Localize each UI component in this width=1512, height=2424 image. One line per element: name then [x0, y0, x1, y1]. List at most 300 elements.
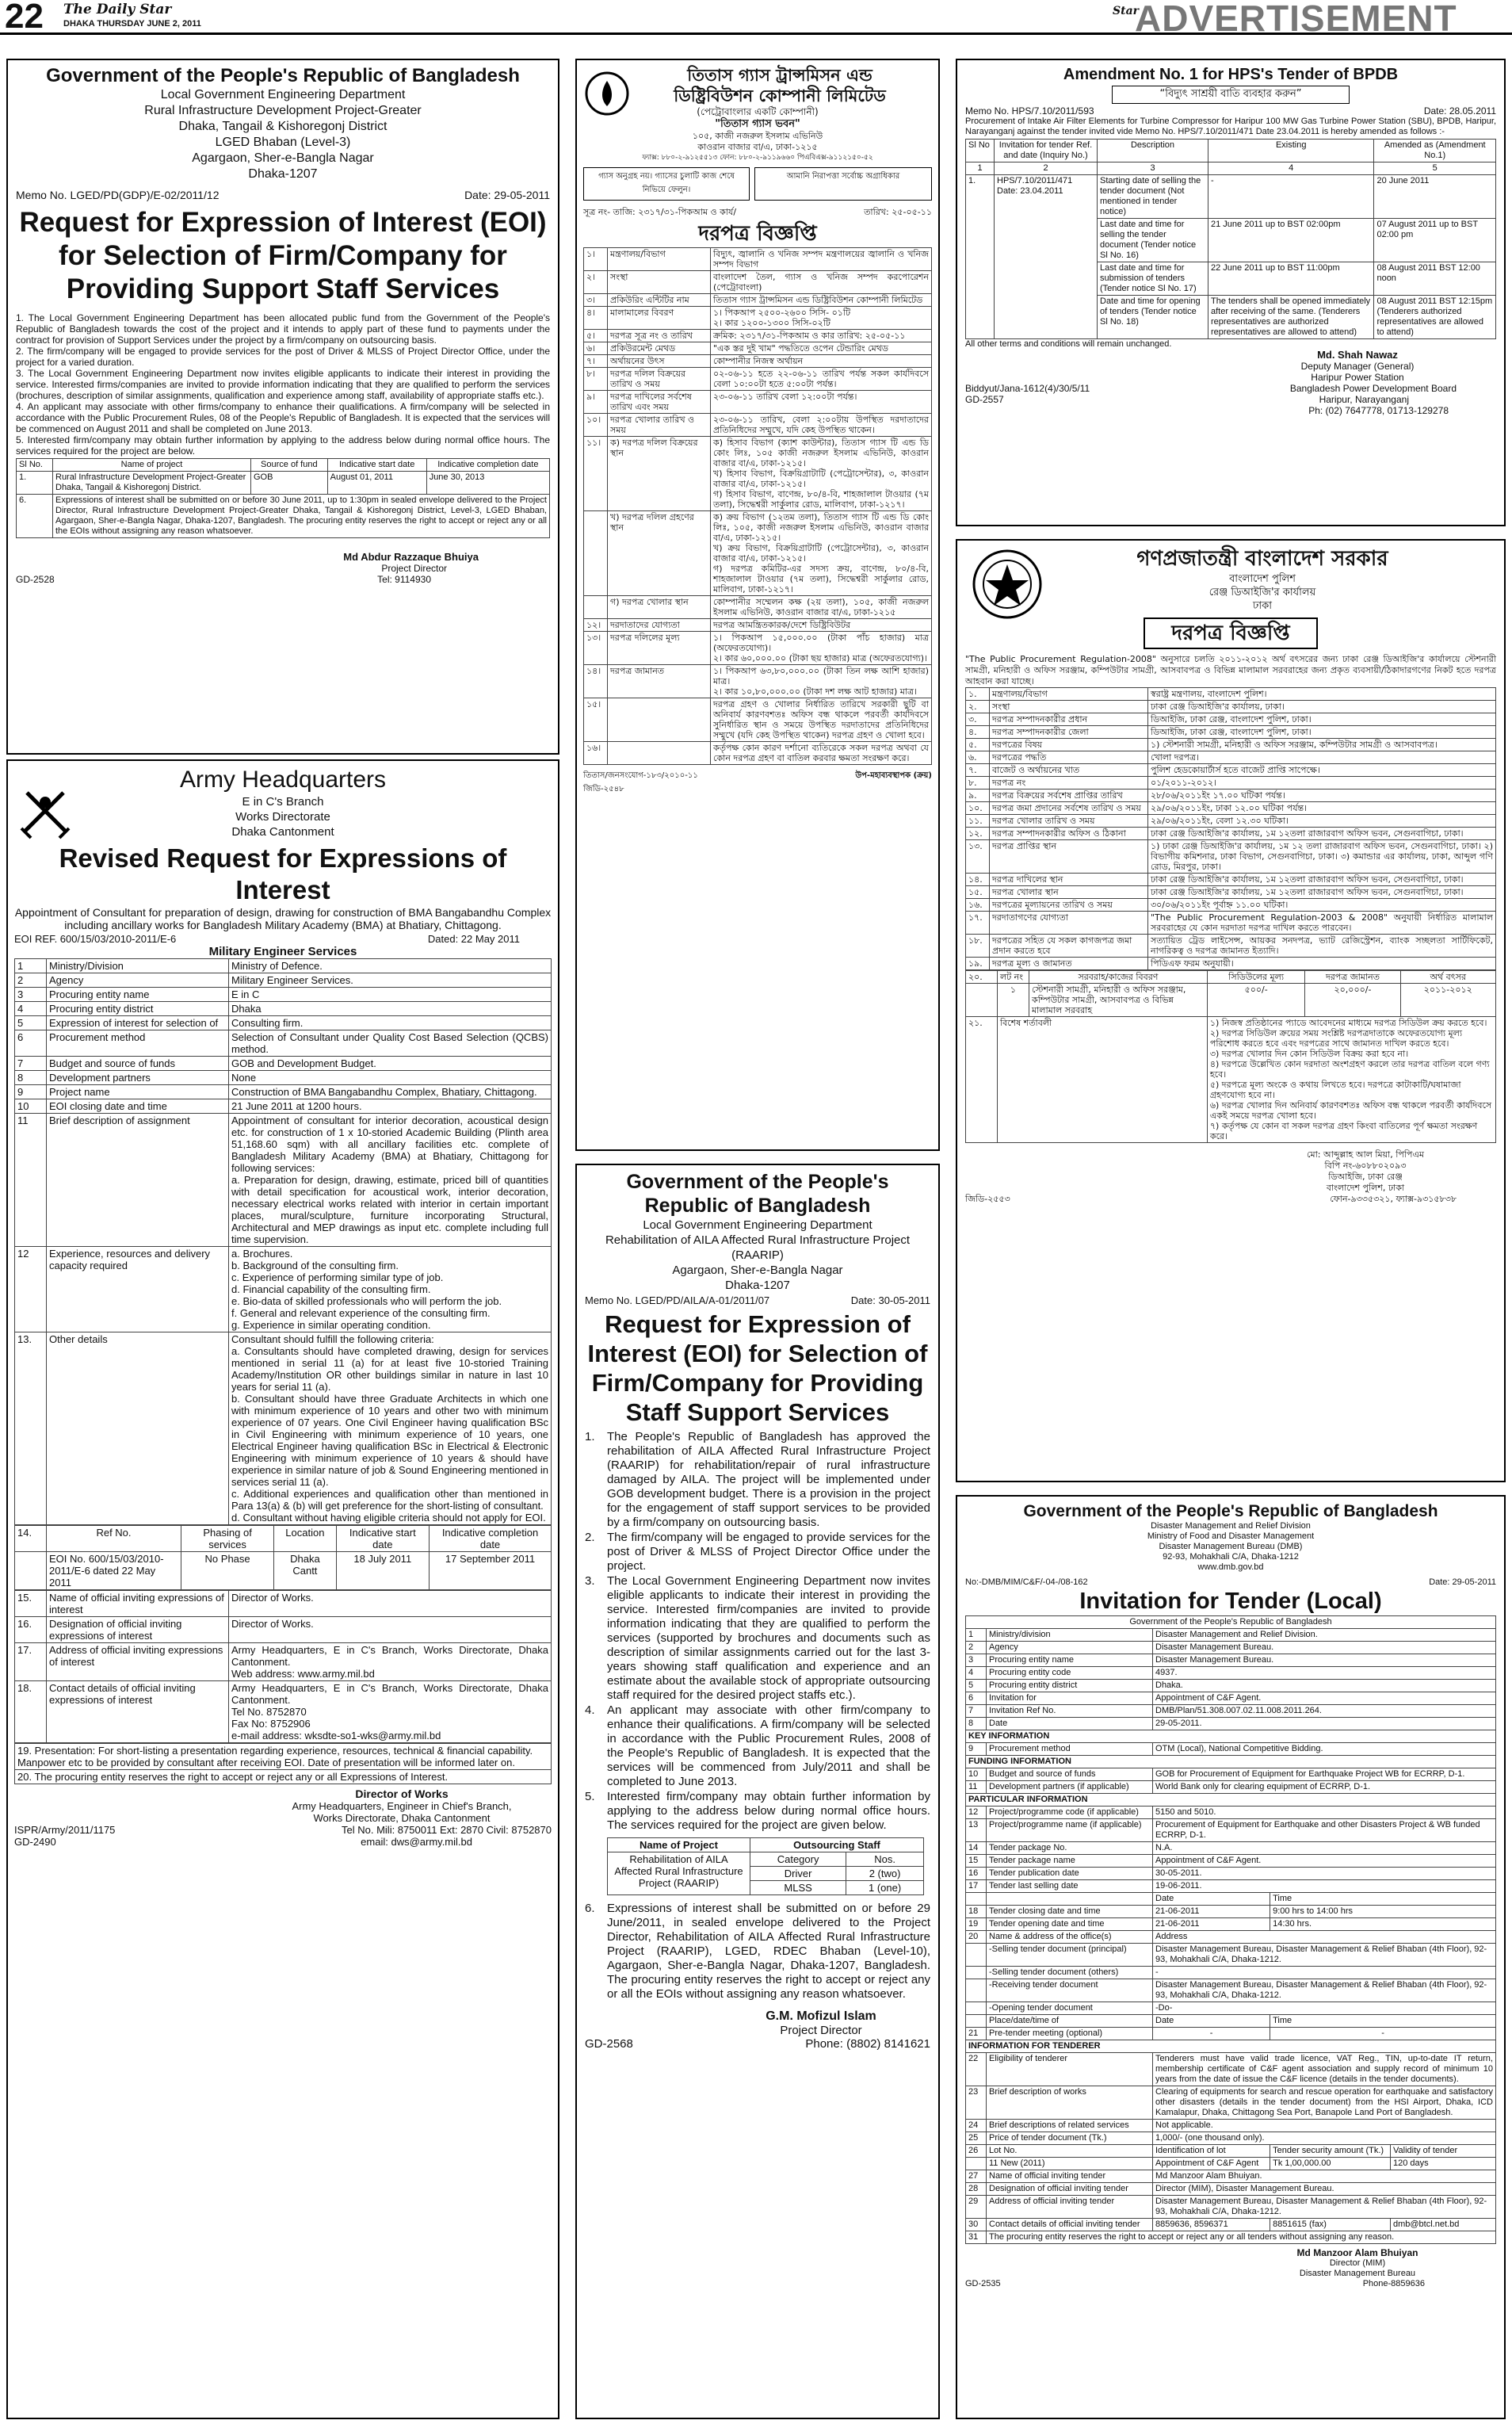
table-cell: 2 [15, 973, 47, 988]
table-cell: Construction of BMA Bangabandhu Complex, Bhatiary, Chittagong. [229, 1085, 552, 1099]
table-cell [584, 511, 608, 596]
table-cell: 18 July 2011 [336, 1552, 429, 1590]
table-cell: ৩. [966, 713, 990, 726]
gd-number: GD-2557 [965, 394, 1004, 405]
table-cell: 16. [15, 1617, 47, 1643]
table-cell: 8 [966, 1718, 987, 1730]
table-cell: 15. [15, 1591, 47, 1617]
table-cell: 21 June 2011 up to BST 02:00pm [1208, 219, 1374, 262]
table-cell: প্রকিউরিং এন্টিটির নাম [608, 294, 711, 307]
table-cell: ১৬। [584, 742, 608, 765]
table-cell: Consultant should fulfill the following criteria: a. Consultants should have completed drawing, design for services mentioned in serial 11 (a) for at least five 10-storied Training Academy/Institution OR other buildings similar in nature in last 10 years for serial 11 (a). b. Consultant should have three Graduate Architects in which one with minimum experience of 10 years and other two with minimum experience of 07 years. One Civil Engineer having qualification BSc in Civil Engineering with minimum experience of 10 years, one Electrical Engineer having qualification BSc in Electrical & Electronic Engineering with minimum experience of 10 years & should have experience in similar nature of job & Sound Engineering mentioned in services serial 11 (a). c. Additional experiences and qualification other than mentioned in Para 13(a) & (b) will get preference for the short-listing of consultant. d. Consultant without having eligible criteria should not apply for EOI. [229, 1332, 552, 1525]
table-cell: Tender package No. [987, 1842, 1153, 1855]
table-cell: a. Brochures. b. Background of the consulting firm. c. Experience of performing similar type of job. d. Financial capability of the consulting firm. e. Bio-data of skilled professionals who will perform the job. f. General and relevant experience of the consulting firm. g. Experience in similar operating condition. [229, 1247, 552, 1332]
eoi-items [585, 1430, 930, 1833]
ad-heading: Army Headquarters [179, 767, 387, 793]
table-cell: ১৩. [966, 840, 990, 874]
table-cell: স্টেশনারী সামগ্রী, মনিহারী ও অফিস সরঞ্জাম, কম্পিউটার সামগ্রী, আসবাবপত্র ও বিভিন্ন মালামাল সরবরাহ [1029, 984, 1208, 1017]
gd-number: জিডি-২৫৫৩ [965, 1194, 1010, 1204]
table-cell: দরপত্রের মূল্যায়নের তারিখ ও সময় [990, 899, 1148, 912]
table-cell: ১। পিকআপ ১৫,০০০.০০ (টাকা পাঁচ হাজার) মাত্র (অফেরতযোগ্য)। ২। কার ৬০,০০০.০০ (টাকা ছয় হাজার) মাত্র (অফেরতযোগ্য)। [711, 632, 932, 665]
memo-date: Date: 29-05-2011 [464, 189, 550, 201]
table-cell [608, 742, 711, 765]
term-item: ৩) দরপত্র খোলার দিন কোন সিডিউল বিক্রয় করা হবে না। [1209, 1049, 1409, 1059]
table-cell: 13. [15, 1332, 47, 1525]
ad-subheading: Ministry of Food and Disaster Management [1147, 1531, 1315, 1541]
police-emblem-icon [972, 549, 1043, 620]
memo-number: Memo No. LGED/PD(GDP)/E-02/2011/12 [16, 189, 220, 201]
table-cell: Disaster Management Bureau. [1153, 1654, 1496, 1667]
table-cell: 18 [966, 1906, 987, 1918]
table-cell: Name of official inviting tender [987, 2170, 1153, 2183]
item-text: The People's Republic of Bangladesh has approved the rehabilitation of AILA Affected Rural Infrastructure Project (RAARIP) for rehabilitation/repair of rural infrastructure damaged by AILA. The project will be implemented under GOB development budget. There is a provision in the project for the engagement of staff support services to be provided by a firm/company on outsourcing basis. [607, 1430, 930, 1529]
table-row [966, 815, 1496, 828]
table-cell: Tender closing date and time [987, 1906, 1153, 1918]
table-cell: Tender last selling date [987, 1880, 1153, 1893]
table-row [584, 342, 932, 355]
table-cell: তিতাস গ্যাস ট্রান্সমিসন এন্ড ডিষ্ট্রিবিউশন কোম্পানী লিমিটেড [711, 294, 932, 307]
table-row [584, 307, 932, 330]
table-row [15, 1030, 552, 1057]
table-cell: 29 [966, 2196, 987, 2219]
tender-table [965, 1615, 1496, 2244]
table-cell: Starting date of selling the tender document (Not mentioned in tender notice) [1098, 175, 1208, 219]
table-cell: Expression of interest for selection of [47, 1016, 229, 1030]
item-number: 2. [585, 1531, 595, 1544]
table-cell: 29-05-2011. [1153, 1718, 1496, 1730]
table-cell: ডিআইজি, ঢাকা রেঞ্জ, বাংলাদেশ পুলিশ, ঢাকা। [1148, 726, 1496, 739]
table-cell: দরদাতাদের যোগ্যতা [608, 619, 711, 632]
table-cell: 19. Presentation: For short-listing a presentation regarding experience, resources, technical & financial capability. Manpower etc to be provided by consultant after receiving EOI. Date of presentation will be informed later on. [15, 1744, 552, 1770]
table-cell: Army Headquarters, E in C's Branch, Works Directorate, Dhaka Cantonment. Tel No. 8752870 Fax No: 8752906 e-mail address: wksdte-so1-wks@army.mil.bd [229, 1681, 552, 1743]
table-cell: বিদ্যুৎ, জ্বালানি ও খনিজ সম্পদ মন্ত্রণালয়ের জ্বালানি ও খনিজ সম্পদ বিভাগ [711, 248, 932, 271]
table-cell: ১২. [966, 828, 990, 840]
table-cell: 6. [17, 495, 53, 538]
memo-date: Date: 28.05.2011 [1423, 105, 1496, 117]
table-cell: মন্ত্রণালয়/বিভাগ [990, 688, 1148, 701]
terms-list [1207, 1017, 1495, 1143]
signatory-email: email: dws@army.mil.bd [361, 1836, 472, 1848]
slogan-box: আমানি নিরাপত্তা সর্বোচ্চ অগ্রাধিকার [754, 167, 932, 201]
table-cell: 1 [15, 959, 47, 973]
table-cell: 8 [15, 1071, 47, 1085]
table-cell: ২৯/০৬/২০১১ইং, বেলা ১২.৩০ ঘটিকা। [1148, 815, 1496, 828]
table-cell: Dhaka Cantt [274, 1552, 336, 1590]
table-cell: Lot No. [987, 2145, 1153, 2158]
table-cell: Designation of official inviting tender [987, 2183, 1153, 2196]
table-header: Phasing of services [181, 1526, 274, 1552]
table-cell: ডিআইজি, ঢাকা রেঞ্জ, বাংলাদেশ পুলিশ, ঢাকা। [1148, 713, 1496, 726]
ad-title: Request for Expression of Interest (EOI) for Selection of Firm/Company for Providing Support Staff Services [19, 207, 547, 304]
table-cell: Time [1270, 1893, 1496, 1906]
ad-title: Invitation for Tender (Local) [1079, 1589, 1382, 1614]
signatory-name: Md Manzoor Alam Bhuiyan [1296, 2247, 1418, 2258]
table-cell: Last date and time for selling the tender document (Tender notice Sl No. 16) [1098, 219, 1208, 262]
table-cell: 07 August 2011 up to BST 02:00 pm [1374, 219, 1496, 262]
table-header: Indicative completion date [426, 459, 549, 472]
table-cell: 28 [966, 2183, 987, 2196]
table-cell: 2 [995, 162, 1098, 175]
table-cell: খ) দরপত্র দলিল গ্রহণের স্থান [608, 511, 711, 596]
table-cell: 14:30 hrs. [1270, 1918, 1496, 1931]
table-cell: Appointment of C&F Agent. [1153, 1855, 1496, 1868]
table-cell: August 01, 2011 [327, 472, 426, 495]
eoi-item [585, 1790, 930, 1833]
table-cell: 16 [966, 1868, 987, 1880]
table-cell: Other details [47, 1332, 229, 1525]
table-row [966, 1931, 1496, 1944]
table-row [584, 391, 932, 414]
table-cell: 5 [1374, 162, 1496, 175]
table-cell: ১৪। [584, 665, 608, 698]
table-cell: পুলিশ হেডকোয়ার্টার্স হতে বাজেট প্রাপ্তি সাপেক্ষে। [1148, 764, 1496, 777]
table-cell: ৮. [966, 777, 990, 790]
table-row [966, 2170, 1496, 2183]
item-number: 1. [585, 1430, 595, 1443]
table-cell: INFORMATION FOR TENDERER [966, 2040, 1496, 2053]
table-cell: প্রকিউরমেন্ট মেথড [608, 342, 711, 355]
table-cell: World Bank only for clearing equipment of ECRRP, D-1. [1153, 1781, 1496, 1794]
table-cell: 12 [15, 1247, 47, 1332]
table-cell: ২৩-০৬-১১ তারিখ, বেলা ২:০০টায় উপস্থিত দরদাতাদের প্রতিনিধিদের সম্মুখে, যদি কেহ উপস্থিত থাকেন। [711, 414, 932, 437]
tender-table [965, 687, 1496, 970]
table-cell: Brief description of assignment [47, 1114, 229, 1247]
table-cell: "The Public Procurement Regulation-2003 & 2008" অনুযায়ী নির্ধারিত মালামাল সরবরাহের যে কোন দরদাতা দরপত্র দাখিল করতে পারবেন। [1148, 912, 1496, 935]
table-cell: 27 [966, 2170, 987, 2183]
table-cell: স্বরাষ্ট্র মন্ত্রণালয়, বাংলাদেশ পুলিশ। [1148, 688, 1496, 701]
table-cell: MLSS [750, 1881, 846, 1895]
crossed-swords-emblem-icon [17, 785, 73, 840]
table-cell: ৪। [584, 307, 608, 330]
table-cell: Identification of lot [1153, 2145, 1270, 2158]
table-cell: ১৩। [584, 632, 608, 665]
table-row [966, 1768, 1496, 1781]
table-row [584, 248, 932, 271]
table-cell: 31 [966, 2231, 987, 2244]
titas-logo-icon [585, 71, 629, 116]
table-cell: Date [1153, 2015, 1270, 2028]
table-row [966, 1781, 1496, 1794]
table-row [966, 1794, 1496, 1807]
ad-subheading: (পেট্রোবাংলার একটি কোম্পানী) [697, 106, 819, 117]
table-cell: GOB [251, 472, 328, 495]
table-row [15, 1016, 552, 1030]
contact-line: ফ্যাক্স: ৮৮০-২-৯১২৫৫১৩ ফোন: ৮৮০-২-৯১১৯৬৬০ পিএবিএক্স-৯১১২১৫০-৫২ [642, 154, 873, 162]
table-cell: 22 June 2011 up to BST 11:00pm [1208, 262, 1374, 296]
table-row [966, 1944, 1496, 1967]
table-row [966, 2040, 1496, 2053]
ad-subheading: Agargaon, Sher-e-Bangla Nagar [192, 151, 374, 165]
table-cell: দরপত্র নং [990, 777, 1148, 790]
table-cell: Budget and source of funds [47, 1057, 229, 1071]
table-row [584, 414, 932, 437]
table-cell: ঢাকা রেঞ্জ ডিআইজি'র কার্যালয়, ১ম ১২তলা রাজারবাগ অফিস ভবন, সেগুনবাগিচা, ঢাকা। [1148, 886, 1496, 899]
table-cell: Agency [47, 973, 229, 988]
table-cell: "এক স্তর দুই খাম" পদ্ধতিতে ওপেন টেন্ডারিং মেথড [711, 342, 932, 355]
table-cell: 08 August 2011 BST 12:15pm (Tenderers authorized representatives are allowed to attend) [1374, 296, 1496, 339]
table-row [966, 1629, 1496, 1642]
table-cell: 1. [17, 472, 53, 495]
item-number: 5. [585, 1790, 595, 1803]
table-cell: Agency [987, 1642, 1153, 1654]
table-row [966, 1855, 1496, 1868]
table-cell: বাংলাদেশ তৈল, গ্যাস ও খনিজ সম্পদ করপোরেশন (পেট্রোবাংলা) [711, 271, 932, 294]
table-cell: Appointment of C&F Agent. [1153, 1692, 1496, 1705]
slogan-box: গ্যাস অনুগ্রহ নয়। গ্যাসের চুলাটি কাজ শেষে নিভিয়ে ফেলুন। [583, 167, 750, 201]
ad-subheading: Disaster Management and Relief Division [1151, 1521, 1311, 1531]
pr-ref: Biddyut/Jana-1612(4)/30/5/11 [965, 383, 1090, 394]
table-cell: ৯. [966, 790, 990, 802]
table-cell: GOB for Procurement of Equipment for Earthquake Project WB for ECRRP, D-1. [1153, 1768, 1496, 1781]
table-cell: 21 June 2011 at 1200 hours. [229, 1099, 552, 1114]
table-cell: ২. [966, 701, 990, 713]
table-cell: EOI closing date and time [47, 1099, 229, 1114]
table-cell: ৫. [966, 739, 990, 751]
table-cell: Time [1270, 2015, 1496, 2028]
table-cell: মন্ত্রণালয়/বিভাগ [608, 248, 711, 271]
table-header: Sl No [966, 140, 995, 162]
table-cell: ০১/২০১১-২০১২। [1148, 777, 1496, 790]
table-cell: Development partners [47, 1071, 229, 1085]
table-header: Indicative start date [327, 459, 426, 472]
dateline: DHAKA THURSDAY JUNE 2, 2011 [63, 19, 201, 29]
table-cell: 21 [966, 2028, 987, 2040]
section-title: ADVERTISEMENT [1135, 0, 1457, 39]
memo-date: Date: 30-05-2011 [850, 1294, 930, 1306]
table-row [966, 1967, 1496, 1979]
paragraph: 2. The firm/company will be engaged to provide services for the post of Driver & MLSS of Project Director Office, under the project for a varied duration. [16, 346, 550, 368]
table-row [966, 175, 1496, 219]
table-cell: No Phase [181, 1552, 274, 1590]
ad-heading: ডিষ্ট্রিবিউশন কোম্পানী লিমিটেড [674, 86, 886, 105]
table-cell: 17. [15, 1643, 47, 1681]
table-cell: Dhaka. [1153, 1680, 1496, 1692]
table-row [584, 632, 932, 665]
table-cell: 6 [966, 1692, 987, 1705]
table-cell: Tender opening date and time [987, 1918, 1153, 1931]
table-row [966, 739, 1496, 751]
table-cell: Tender publication date [987, 1868, 1153, 1880]
table-cell: Project name [47, 1085, 229, 1099]
signatory-line: Deputy Manager (General) [1300, 361, 1415, 372]
table-cell [966, 1979, 987, 2002]
table-cell: দরপত্র গ্রহণ ও খোলার নির্ধারিত তারিখে সরকারী ছুটি বা অনিবার্য কারণবশতঃ অফিস বন্ধ থাকলে পরবর্তী কার্যদিবসে সুনির্ধারিত স্থান ও সময়ে উপস্থিত দরদাতাদের প্রতিনিধিদের সম্মুখে (যদি কেহ উপস্থিত থাকেন) দরপত্র গ্রহণ ও খোলা হবে। [711, 698, 932, 742]
table-row [966, 751, 1496, 764]
table-cell: Address of official inviting tender [987, 2196, 1153, 2219]
table-cell: 20 [966, 1931, 987, 1944]
table-row [966, 802, 1496, 815]
table-cell: সত্যায়িত ট্রেড লাইসেন্স, আয়কর সনদপত্র, ভ্যাট রেজিস্ট্রেশন, ব্যাংক সচ্ছলতা সার্টিফিকেট, নাগরিকত্ব ও দরপত্র জামানত ইত্যাদি। [1148, 935, 1496, 958]
table-row [966, 726, 1496, 739]
table-cell: দরপত্রের বিষয় [990, 739, 1148, 751]
reference-date: তারিখ: ২৫-০৫-১১ [864, 207, 932, 217]
item-number: 4. [585, 1703, 595, 1717]
ad-subheading: Disaster Management Bureau (DMB) [1159, 1542, 1303, 1551]
table-row [15, 959, 552, 973]
table-cell: OTM (Local), National Competitive Bidding. [1153, 1743, 1496, 1756]
table-cell [987, 1893, 1153, 1906]
table-cell: -Receiving tender document [987, 1979, 1153, 2002]
table-row [966, 2132, 1496, 2145]
gd-number: GD-2568 [585, 2037, 633, 2051]
ad-subheading: Rural Infrastructure Development Project-Greater [144, 104, 422, 117]
table-row [966, 701, 1496, 713]
table-row [966, 1868, 1496, 1880]
table-cell: দরপত্র মূল্য ও জামানত [990, 958, 1148, 970]
table-cell: Brief description of works [987, 2086, 1153, 2120]
signatory-line: ডিআইজি, ঢাকা রেঞ্জ [1328, 1172, 1403, 1182]
table-cell: Rural Infrastructure Development Project-Greater Dhaka, Tangail & Kishoregonj District. [53, 472, 251, 495]
table-row [584, 665, 932, 698]
term-item: ৪) দরপত্রে উল্লেখিত কোন দরদাতা অংশগ্রহণ করলে তার দরপত্র বাতিল বলে গণ্য হবে। [1209, 1059, 1490, 1080]
contact-table [14, 1590, 552, 1743]
table-cell: 23 [966, 2086, 987, 2120]
term-item: ৬) দরপত্র খোলার দিন অনিবার্য কারণবশতঃ অফিস বন্ধ থাকলে পরবর্তী কার্যদিবসে একই সময়ে দরপত্র খোলা হবে। [1209, 1100, 1492, 1121]
table-row [966, 1730, 1496, 1743]
memo-number: No:-DMB/MIM/C&F/-04-/08-162 [965, 1577, 1088, 1587]
amendment-table [965, 139, 1496, 339]
table-row [15, 1643, 552, 1681]
ad-subheading: Local Government Engineering Department [643, 1218, 872, 1232]
item-number: 3. [585, 1574, 595, 1588]
table-cell: 6 [15, 1030, 47, 1057]
table-cell: দরপত্র জামানত [608, 665, 711, 698]
paragraph: 3. The Local Government Engineering Department now invites eligible applicants to indicate their interest in providing the service. Interested firms/companies are invited to provide information indicating that they are qualified to perform the services (brochures, description of similar assignments, qualification and experience among staff, availability of appropriate staffs etc.). [16, 368, 550, 401]
table-cell: GOB and Development Budget. [229, 1057, 552, 1071]
table-cell: ২০. [966, 971, 998, 984]
page-number: 22 [5, 0, 44, 36]
table-cell: Not applicable. [1153, 2120, 1496, 2132]
table-cell: Eligibility of tenderer [987, 2053, 1153, 2086]
pr-ref: তিতাস/জনসংযোগ-১৮৩/২০১০-১১ [583, 771, 698, 780]
table-cell: ২০১১-২০১২ [1400, 984, 1495, 1017]
table-cell: ০২-০৬-১১ হতে ২২-০৬-১১ তারিখ পর্যন্ত সকল কার্যদিবসে বেলা ১০:০০টা হতে ৫:০০টা পর্যন্ত। [711, 368, 932, 391]
table-cell: ক) হিসাব বিভাগ (ক্যাশ কাউন্টার), তিতাস গ্যাস টি এন্ড ডি কোং লিঃ, ১০৫ কাজী নজরুল ইসলাম এভিনিউ, কাওরান বাজার বা/এ, ঢাকা-১২১৫। খ) হিসাব বিভাগ, বিক্রয়িগ্রাটাটি (পেট্রোসেন্টার), ৩, কাওরান বাজার বা/এ, ঢাকা-১২১৫। গ) হিসাব বিভাগ, বাণেন্দ্র, ৮০/৪-বি, শাহজালাল টাওয়ার (৭ম তলা), সিদ্ধেশ্বরী সার্কুলার রোড, মালিবাগ, ঢাকা-১২১৭। [711, 437, 932, 511]
table-row [15, 1332, 552, 1525]
table-row [966, 1979, 1496, 2002]
table-cell: EOI No. 600/15/03/2010-2011/E-6 dated 22 May 2011 [47, 1552, 181, 1590]
table-cell: ৫। [584, 330, 608, 342]
table-cell: 3 [15, 988, 47, 1002]
table-cell [966, 1944, 987, 1967]
table-cell: দরপত্র সম্পাদনকারীর অফিস ও ঠিকানা [990, 828, 1148, 840]
paragraph: 4. An applicant may associate with other firms/company to enhance their qualifications. A firm/company will be selected in accordance with the Public Procurement Rules, 08 of the People's Republic of Bangladesh. It is expected that the services will be commenced on August 2011 and shall be completed on June 2013. [16, 401, 550, 434]
ad-subheading: Dhaka-1207 [725, 1279, 790, 1292]
item-text: The firm/company will be engaged to provide services for the post of Driver & MLSS of Project Director Office under the project. [607, 1531, 930, 1573]
table-row [966, 1692, 1496, 1705]
table-cell: দরপত্র খোলার স্থান [990, 886, 1148, 899]
table-cell: 5150 and 5010. [1153, 1807, 1496, 1819]
table-row [584, 596, 932, 619]
table-cell: 1 [966, 1629, 987, 1642]
term-item: ২) দরপত্র সিডিউল ক্রয়ের সময় সংশ্লিষ্ট দরপত্রদাতাকে অফেরতযোগ্য মূল্য পরিশোধ করতে হবে এবং দরপত্রের সাথে জামানত দাখিল করতে হবে। [1209, 1028, 1463, 1049]
table-cell [966, 984, 998, 1017]
table-cell: দরপত্র সম্পাদনকারীর প্রধান [990, 713, 1148, 726]
table-row [966, 2158, 1496, 2170]
table-cell: Validity of tender [1390, 2145, 1495, 2158]
ad-heading: তিতাস গ্যাস ট্রান্সমিসন এন্ড [687, 66, 872, 85]
signatory-line: বিপি নং-৬০৮৮০২০৯৩ [1324, 1160, 1407, 1171]
table-cell: None [229, 1071, 552, 1085]
table-cell: The tenders shall be opened immediately after receiving of the same. (Tenderers representatives are authorized representatives are allowed to attend) [1208, 296, 1374, 339]
table-cell: Price of tender document (Tk.) [987, 2132, 1153, 2145]
table-cell: 7 [966, 1705, 987, 1718]
table-cell [966, 1967, 987, 1979]
gd-number: GD-2528 [16, 574, 55, 585]
table-header: Invitation for tender Ref. and date (Inquiry No.) [995, 140, 1098, 162]
table-cell: ১১। [584, 437, 608, 511]
table-cell: Brief descriptions of related services [987, 2120, 1153, 2132]
table-cell: ১৫. [966, 886, 990, 899]
table-cell: Invitation for [987, 1692, 1153, 1705]
signatory-name: G.M. Mofizul Islam [766, 2009, 876, 2023]
table-cell: দরপত্র দাখিলের স্থান [990, 874, 1148, 886]
memo-number: Memo No. HPS/7.10/2011/593 [965, 105, 1094, 117]
table-header: Name of Project [608, 1838, 750, 1852]
table-row [966, 713, 1496, 726]
table-cell: Designation of official inviting expressions of interest [47, 1617, 229, 1643]
table-row [966, 1842, 1496, 1855]
paragraph: 5. Interested firm/company may obtain further information by applying to the address below during normal office hours. The services required for the project are below. [16, 434, 550, 457]
table-cell [584, 596, 608, 619]
eoi-ref: EOI REF. 600/15/03/2010-2011/E-6 [14, 933, 177, 945]
table-row [15, 1617, 552, 1643]
table-row [966, 958, 1496, 970]
lged-aila-eoi-ad [575, 1164, 940, 2419]
table-cell: অর্থায়নের উৎস [608, 355, 711, 368]
table-cell: দরপত্র খোলার তারিখ ও সময় [608, 414, 711, 437]
table-cell: Procurement method [47, 1030, 229, 1057]
table-header: Description [1098, 140, 1208, 162]
table-cell: 21-06-2011 [1153, 1906, 1270, 1918]
item-number: 6. [585, 1902, 595, 1915]
table-cell: Army Headquarters, E in C's Branch, Works Directorate, Dhaka Cantonment. Web address: www.army.mil.bd [229, 1643, 552, 1681]
table-row [584, 330, 932, 342]
table-row [584, 437, 932, 511]
sector-label: Military Engineer Services [208, 945, 357, 958]
table-cell: 7 [15, 1057, 47, 1071]
table-cell: কর্তৃপক্ষ কোন কারণ দর্শানো ব্যতিরেকে সকল দরপত্র অথবা যে কোন দরপত্র গ্রহণ বা বাতিল করবার ক্ষমতা সংরক্ষণ করে। [711, 742, 932, 765]
ad-title: Request for Expression of Interest (EOI) for Selection of Firm/Company for Providing Staff Support Services [587, 1310, 928, 1426]
table-cell: -Selling tender document (others) [987, 1967, 1153, 1979]
ad-title: দরপত্র বিজ্ঞপ্তি [698, 222, 817, 246]
staff-table [607, 1837, 924, 1895]
table-header: Category [750, 1852, 846, 1867]
table-cell: ক) দরপত্র দলিল বিক্রয়ের স্থান [608, 437, 711, 511]
ad-subheading: Dhaka Cantonment [231, 825, 334, 839]
table-cell: 20 June 2011 [1374, 175, 1496, 219]
table-cell: 24 [966, 2120, 987, 2132]
dmb-tender-ad [956, 1495, 1506, 2419]
table-cell: 4 [1208, 162, 1374, 175]
ad-subtitle: Appointment of Consultant for preparation of design, drawing for construction of BMA Bangabandhu Complex including ancillary works for Bangladesh Military Academy (BMA) at Bhatiary, Chittagong. [14, 906, 552, 931]
table-row [15, 1057, 552, 1071]
table-cell: 08 August 2011 BST 12:00 noon [1374, 262, 1496, 296]
table-cell: ৬. [966, 751, 990, 764]
table-cell: - [1153, 1967, 1496, 1979]
table-row [966, 790, 1496, 802]
table-cell: Ministry of Defence. [229, 959, 552, 973]
table-cell: Tk 1,00,000.00 [1270, 2158, 1391, 2170]
table-row [15, 973, 552, 988]
table-row [966, 1743, 1496, 1756]
ad-subheading: Dhaka, Tangail & Kishoregonj District [178, 120, 388, 133]
table-cell: ১। পিকআপ ২৫০০-২৬০০ সিসি- ০১টি ২। কার ১২০০-১৩০০ সিসি-০২টি [711, 307, 932, 330]
table-row [966, 1718, 1496, 1730]
slogan-box: “বিদ্যুৎ সাশ্রয়ী বাতি ব্যবহার করুন” [1112, 86, 1350, 104]
table-row [15, 1681, 552, 1743]
table-cell: ২৮/০৬/২০১১ইং ১৭.০০ ঘটিকা পর্যন্ত। [1148, 790, 1496, 802]
